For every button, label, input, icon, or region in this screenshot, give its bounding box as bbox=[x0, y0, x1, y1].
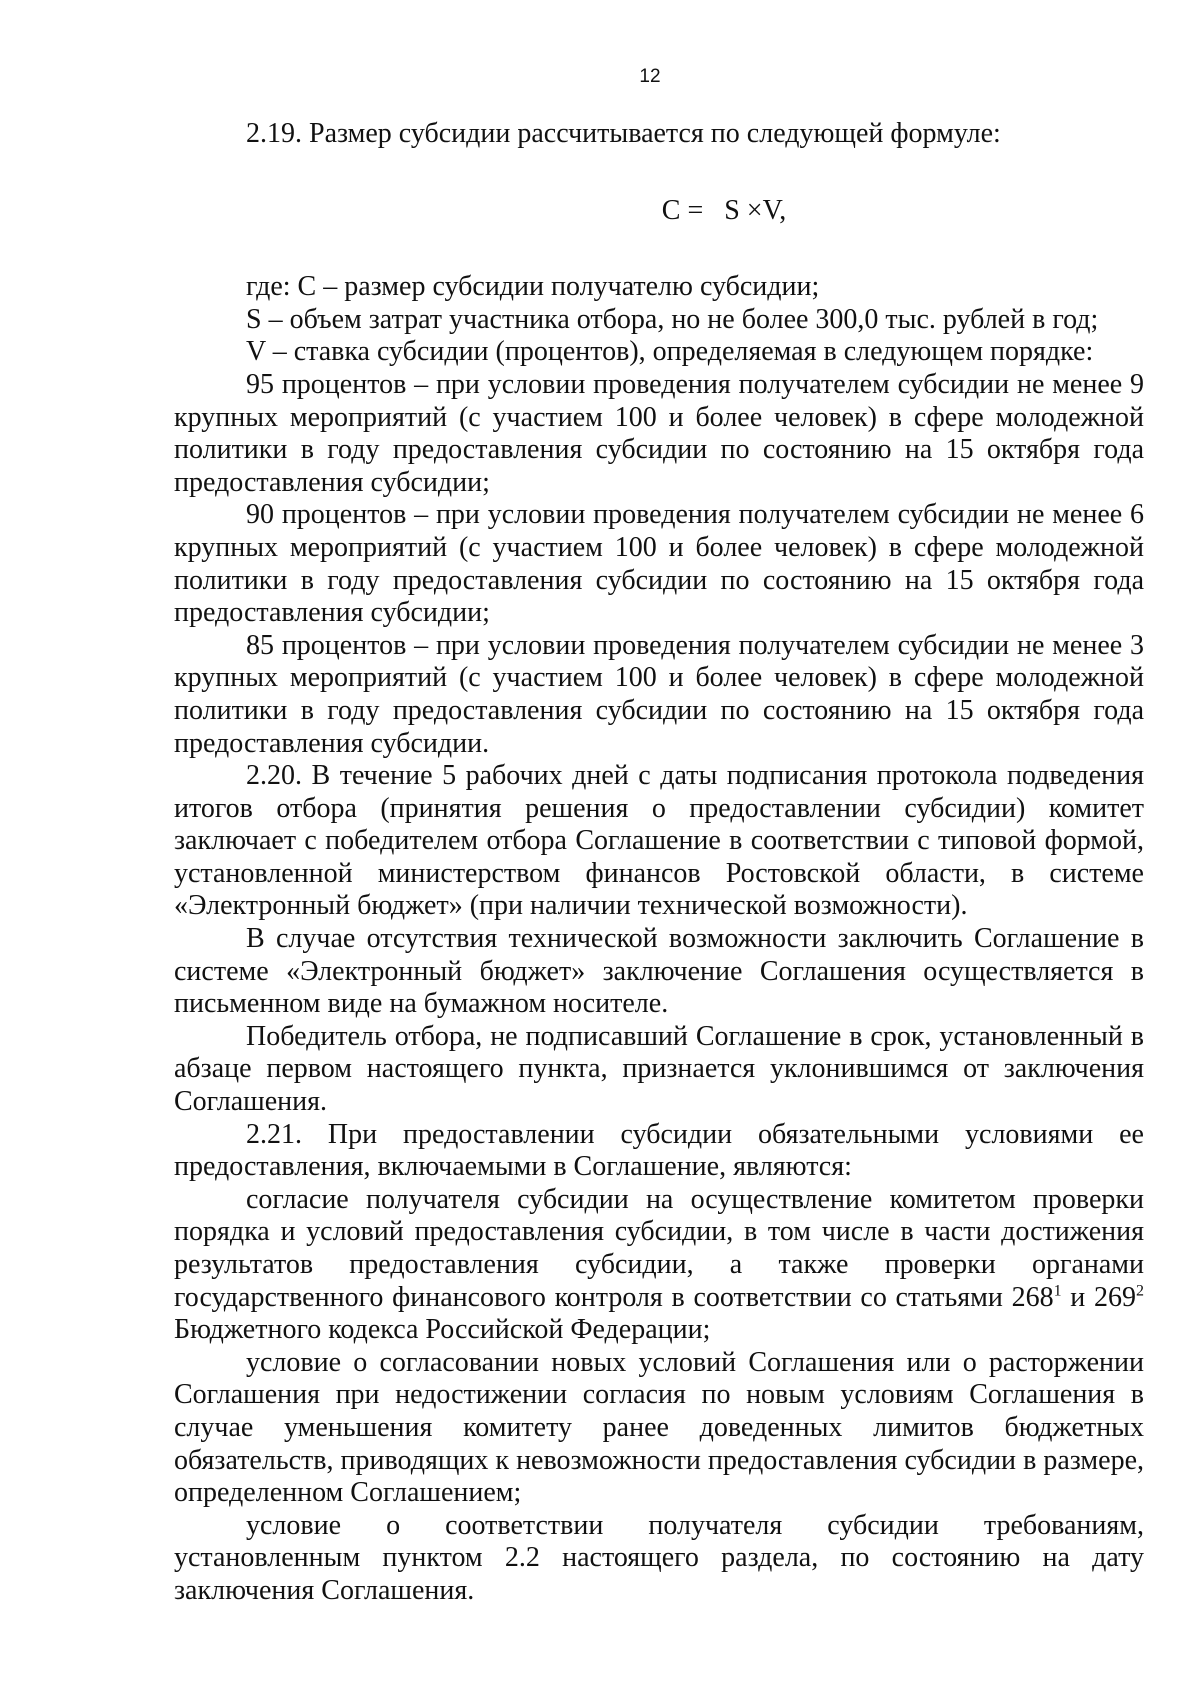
paragraph-no-tech-possibility: В случае отсутствия технической возможности заключить Соглашение в системе «Электронный бюджет» заключение Соглашения осуществляется в письменном виде на бумажном носителе. bbox=[174, 923, 1144, 1020]
condition-compliance: условие о соответствии получателя субсидии требованиям, установленным пунктом 2.2 настоящего раздела, по состоянию на дату заключения Соглашения. bbox=[174, 1509, 1144, 1606]
condition-consent bbox=[174, 1184, 1144, 1347]
condition-new-terms: условие о согласовании новых условий Соглашения или о расторжении Соглашения при недостижении согласия по новым условиям Соглашения в случае уменьшения комитету ранее доведенных лимитов бюджетных обязательств, приводящих к невозможности предоставления субсидии в размере, определенном Соглашением; bbox=[174, 1346, 1144, 1509]
definition-s: S – объем затрат участника отбора, но не более 300,0 тыс. рублей в год; bbox=[246, 303, 1099, 335]
rate-95-percent: 95 процентов – при условии проведения получателем субсидии не менее 9 крупных мероприятий (с участием 100 и более человек) в сфере молодежной политики в году предоставления субсидии по состоянию на 15 октября года предоставления субсидии; bbox=[174, 368, 1144, 498]
subsidy-formula: С = S ×V, bbox=[661, 194, 787, 226]
definition-v: V – ставка субсидии (процентов), определяемая в следующем порядке: bbox=[246, 336, 1094, 368]
consent-text-b: и 269 bbox=[1061, 1281, 1137, 1313]
rate-90-percent: 90 процентов – при условии проведения получателем субсидии не менее 6 крупных мероприятий (с участием 100 и более человек) в сфере молодежной политики в году предоставления субсидии по состоянию на 15 октября года предоставления субсидии; bbox=[174, 499, 1144, 629]
superscript-2: 2 bbox=[1136, 1282, 1145, 1300]
paragraph-2-21: 2.21. При предоставлении субсидии обязательными условиями ее предоставления, включаемыми в Соглашение, являются: bbox=[174, 1118, 1144, 1183]
rate-85-percent: 85 процентов – при условии проведения получателем субсидии не менее 3 крупных мероприятий (с участием 100 и более человек) в сфере молодежной политики в году предоставления субсидии по состоянию на 15 октября года предоставления субсидии. bbox=[174, 629, 1144, 759]
page-number: 12 bbox=[639, 66, 661, 87]
document-body bbox=[174, 118, 1144, 1608]
paragraph-2-19: 2.19. Размер субсидии рассчитывается по следующей формуле: bbox=[246, 118, 1001, 149]
superscript-1: 1 bbox=[1053, 1282, 1062, 1300]
definition-c: где: С – размер субсидии получателю субсидии; bbox=[246, 271, 820, 303]
consent-text-c: Бюджетного кодекса Российской Федерации; bbox=[174, 1314, 711, 1346]
paragraph-winner-evasion: Победитель отбора, не подписавший Соглашение в срок, установленный в абзаце первом настоящего пункта, признается уклонившимся от заключения Соглашения. bbox=[174, 1020, 1144, 1118]
consent-text-a: согласие получателя субсидии на осуществление комитетом проверки порядка и условий предоставления субсидии, в том числе в части достижения результатов предоставления субсидии, а также проверки органами государственного финансового контроля в соответствии со статьями 268 bbox=[174, 1183, 1144, 1313]
paragraph-2-20: 2.20. В течение 5 рабочих дней с даты подписания протокола подведения итогов отбора (принятия решения о предоставлении субсидии) комитет заключает с победителем отбора Соглашение в соответствии с типовой формой, установленной министерством финансов Ростовской области, в системе «Электронный бюджет» (при наличии технической возможности). bbox=[174, 760, 1144, 922]
